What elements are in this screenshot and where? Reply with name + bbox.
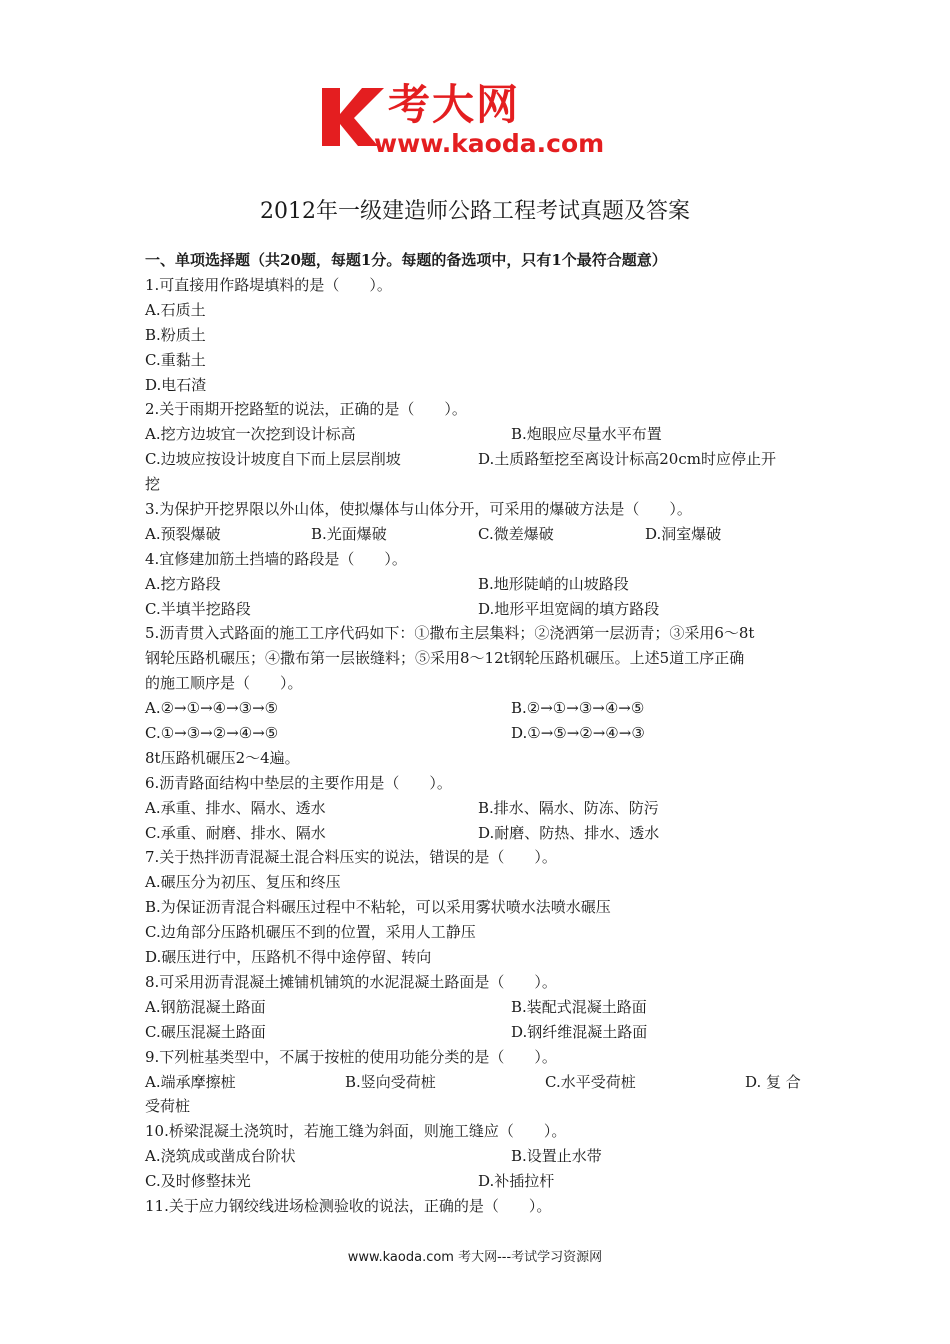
option: B.炮眼应尽量水平布置 bbox=[511, 425, 662, 444]
option: A.石质土 bbox=[145, 300, 206, 319]
option-row bbox=[145, 1169, 810, 1194]
kaoda-logo bbox=[318, 80, 638, 160]
option: C.水平受荷桩 bbox=[545, 1072, 636, 1091]
option-row bbox=[145, 1070, 810, 1095]
option: A.钢筋混凝土路面 bbox=[145, 997, 266, 1016]
question-5: 5.沥青贯入式路面的施工工序代码如下：①撒布主层集料；②浇洒第一层沥青；③采用6～8t bbox=[145, 624, 755, 643]
option-row bbox=[145, 572, 810, 597]
note-line: 8t压路机碾压2～4遍。 bbox=[145, 748, 300, 767]
option-continuation: 受荷桩 bbox=[145, 1097, 191, 1116]
option: D.地形平坦宽阔的填方路段 bbox=[478, 599, 660, 618]
question-5-cont: 的施工顺序是（ ）。 bbox=[145, 674, 303, 693]
page-title: 2012年一级建造师公路工程考试真题及答案 bbox=[260, 199, 690, 224]
option-row bbox=[145, 821, 810, 846]
option: B.②→①→③→④→⑤ bbox=[511, 699, 645, 718]
question-5-cont: 钢轮压路机碾压；④撒布第一层嵌缝料；⑤采用8～12t钢轮压路机碾压。上述5道工序正确 bbox=[145, 649, 745, 668]
option: D. 复 合 bbox=[745, 1072, 801, 1091]
question-6: 6.沥青路面结构中垫层的主要作用是（ ）。 bbox=[145, 773, 452, 792]
logo-url: www.kaoda.com bbox=[374, 129, 605, 158]
option: C.边坡应按设计坡度自下而上层层削坡 bbox=[145, 450, 401, 469]
option: C.重黏土 bbox=[145, 350, 206, 369]
option: A.预裂爆破 bbox=[145, 524, 221, 543]
option: B.设置止水带 bbox=[511, 1147, 602, 1166]
option: D.洞室爆破 bbox=[645, 524, 722, 543]
section-heading: 一、单项选择题（共20题，每题1分。每题的备选项中，只有1个最符合题意） bbox=[145, 251, 667, 269]
option: B.光面爆破 bbox=[311, 524, 387, 543]
option: C.微差爆破 bbox=[478, 524, 554, 543]
option-row bbox=[145, 522, 810, 547]
option: A.承重、排水、隔水、透水 bbox=[145, 798, 326, 817]
option: D.电石渣 bbox=[145, 375, 207, 394]
option: C.承重、耐磨、排水、隔水 bbox=[145, 823, 326, 842]
option: D.耐磨、防热、排水、透水 bbox=[478, 823, 660, 842]
option: C.半填半挖路段 bbox=[145, 599, 251, 618]
question-4: 4.宜修建加筋土挡墙的路段是（ ）。 bbox=[145, 549, 407, 568]
option: C.碾压混凝土路面 bbox=[145, 1022, 266, 1041]
option: B.粉质土 bbox=[145, 325, 206, 344]
question-10: 10.桥梁混凝土浇筑时，若施工缝为斜面，则施工缝应（ ）。 bbox=[145, 1122, 567, 1141]
option: D.土质路堑挖至离设计标高20cm时应停止开 bbox=[478, 450, 776, 469]
question-7: 7.关于热拌沥青混凝土混合料压实的说法，错误的是（ ）。 bbox=[145, 848, 557, 867]
option-continuation: 挖 bbox=[145, 475, 161, 494]
option: C.边角部分压路机碾压不到的位置，采用人工静压 bbox=[145, 923, 476, 942]
option-row bbox=[145, 696, 810, 721]
page-footer: www.kaoda.com 考大网---考试学习资源网 bbox=[347, 1250, 603, 1265]
option: A.端承摩擦桩 bbox=[145, 1072, 236, 1091]
logo-chinese-name: 考大网 bbox=[388, 80, 521, 129]
option: A.②→①→④→③→⑤ bbox=[145, 699, 279, 718]
option: B.装配式混凝土路面 bbox=[511, 997, 647, 1016]
option-row bbox=[145, 1020, 810, 1045]
option-row bbox=[145, 447, 810, 472]
option: A.挖方路段 bbox=[145, 574, 221, 593]
question-list bbox=[145, 273, 810, 1219]
option-row bbox=[145, 597, 810, 622]
option: D.钢纤维混凝土路面 bbox=[511, 1022, 648, 1041]
option: B.排水、隔水、防冻、防污 bbox=[478, 798, 659, 817]
question-9: 9.下列桩基类型中，不属于按桩的使用功能分类的是（ ）。 bbox=[145, 1047, 557, 1066]
option: A.浇筑成或凿成台阶状 bbox=[145, 1147, 296, 1166]
option-row bbox=[145, 796, 810, 821]
option: C.及时修整抹光 bbox=[145, 1172, 251, 1191]
option: C.①→③→②→④→⑤ bbox=[145, 724, 279, 743]
question-2: 2.关于雨期开挖路堑的说法，正确的是（ ）。 bbox=[145, 400, 467, 419]
option: A.碾压分为初压、复压和终压 bbox=[145, 873, 341, 892]
question-3: 3.为保护开挖界限以外山体，使拟爆体与山体分开，可采用的爆破方法是（ ）。 bbox=[145, 500, 692, 519]
option-row bbox=[145, 422, 810, 447]
option: A.挖方边坡宜一次挖到设计标高 bbox=[145, 425, 356, 444]
option: D.碾压进行中，压路机不得中途停留、转向 bbox=[145, 948, 432, 967]
option-row bbox=[145, 995, 810, 1020]
option: D.补插拉杆 bbox=[478, 1172, 555, 1191]
option: B.竖向受荷桩 bbox=[345, 1072, 436, 1091]
option-row bbox=[145, 721, 810, 746]
option: B.为保证沥青混合料碾压过程中不粘轮，可以采用雾状喷水法喷水碾压 bbox=[145, 898, 611, 917]
question-1: 1.可直接用作路堤填料的是（ ）。 bbox=[145, 276, 392, 294]
option: D.①→⑤→②→④→③ bbox=[511, 724, 645, 743]
option: B.地形陡峭的山坡路段 bbox=[478, 574, 629, 593]
question-8: 8.可采用沥青混凝土摊铺机铺筑的水泥混凝土路面是（ ）。 bbox=[145, 972, 557, 991]
question-11: 11.关于应力钢绞线进场检测验收的说法，正确的是（ ）。 bbox=[145, 1196, 552, 1215]
option-row bbox=[145, 1144, 810, 1169]
